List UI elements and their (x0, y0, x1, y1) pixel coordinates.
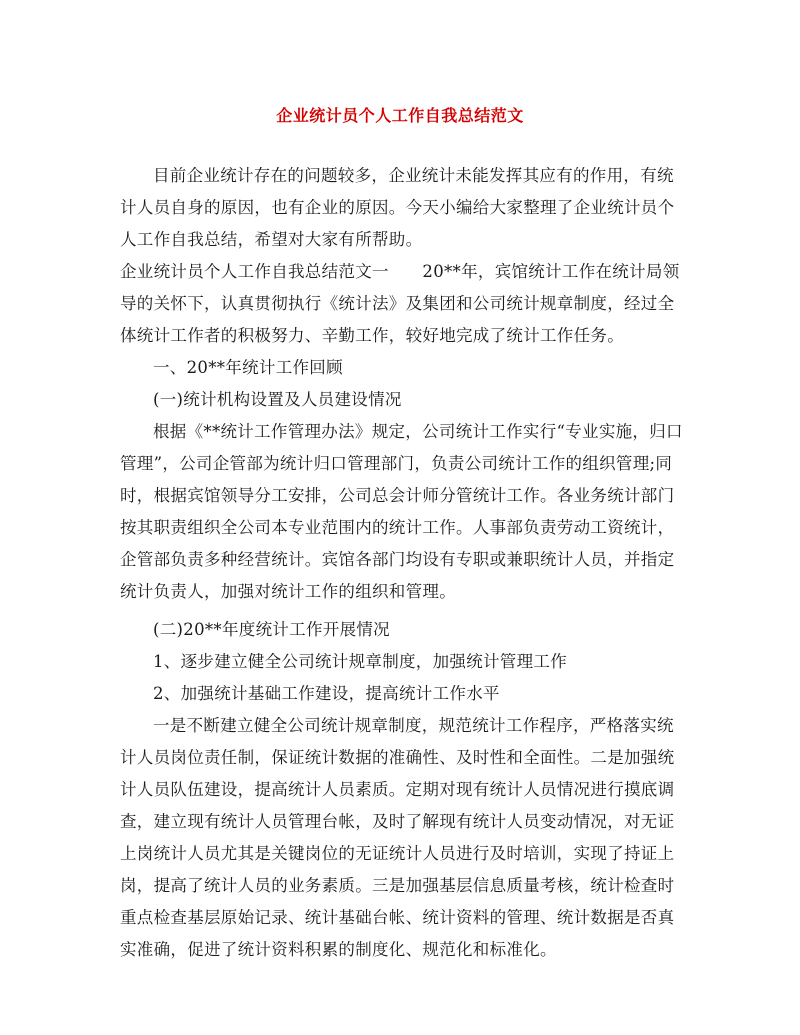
subsection-heading-organization: (一)统计机构设置及人员建设情况 (153, 390, 402, 409)
section-heading-review: 一、20**年统计工作回顾 (153, 358, 343, 377)
sample-one-paragraph: 企业统计员个人工作自我总结范文一 20**年，宾馆统计工作在统计局领导的关怀下，认真贯彻执行《统计法》及集团和公司统计规章制度，经过全体统计工作者的积极努力、辛勤工作，较好地完成了统计工作任务。 (120, 262, 680, 345)
intro-paragraph: 目前企业统计存在的问题较多，企业统计未能发挥其应有的作用，有统计人员自身的原因，也有企业的原因。今天小编给大家整理了企业统计员个人工作自我总结，希望对大家有所帮助。 (120, 166, 675, 249)
measures-paragraph: 一是不断建立健全公司统计规章制度，规范统计工作程序，严格落实统计人员岗位责任制，保证统计数据的准确性、及时性和全面性。二是加强统计人员队伍建设，提高统计人员素质。定期对现有统计人员情况进行摸底调查，建立现有统计人员管理台帐，及时了解现有统计人员变动情况，对无证上岗统计人员尤其是关键岗位的无证统计人员进行及时培训，实现了持证上岗，提高了统计人员的业务素质。三是加强基层信息质量考核，统计检查时重点检查基层原始记录、统计基础台帐、统计资料的管理、统计数据是否真实准确，促进了统计资料积累的制度化、规范化和标准化。 (120, 716, 675, 959)
subsection-heading-progress: (二)20**年度统计工作开展情况 (153, 620, 390, 639)
document-title: 企业统计员个人工作自我总结范文 (276, 106, 524, 125)
list-item-foundation: 2、加强统计基础工作建设，提高统计工作水平 (153, 684, 500, 703)
organization-paragraph: 根据《**统计工作管理办法》规定，公司统计工作实行“专业实施，归口管理”，公司企管部为统计归口管理部门，负责公司统计工作的组织管理;同时，根据宾馆领导分工安排，公司总会计师分管统计工作。各业务统计部门按其职责组织全公司本专业范围内的统计工作。人事部负责劳动工资统计，企管部负责多种经营统计。宾馆各部门均设有专职或兼职统计人员，并指定统计负责人，加强对统计工作的组织和管理。 (120, 422, 683, 601)
document-body (120, 160, 685, 966)
list-item-rules: 1、逐步建立健全公司统计规章制度，加强统计管理工作 (153, 652, 567, 671)
